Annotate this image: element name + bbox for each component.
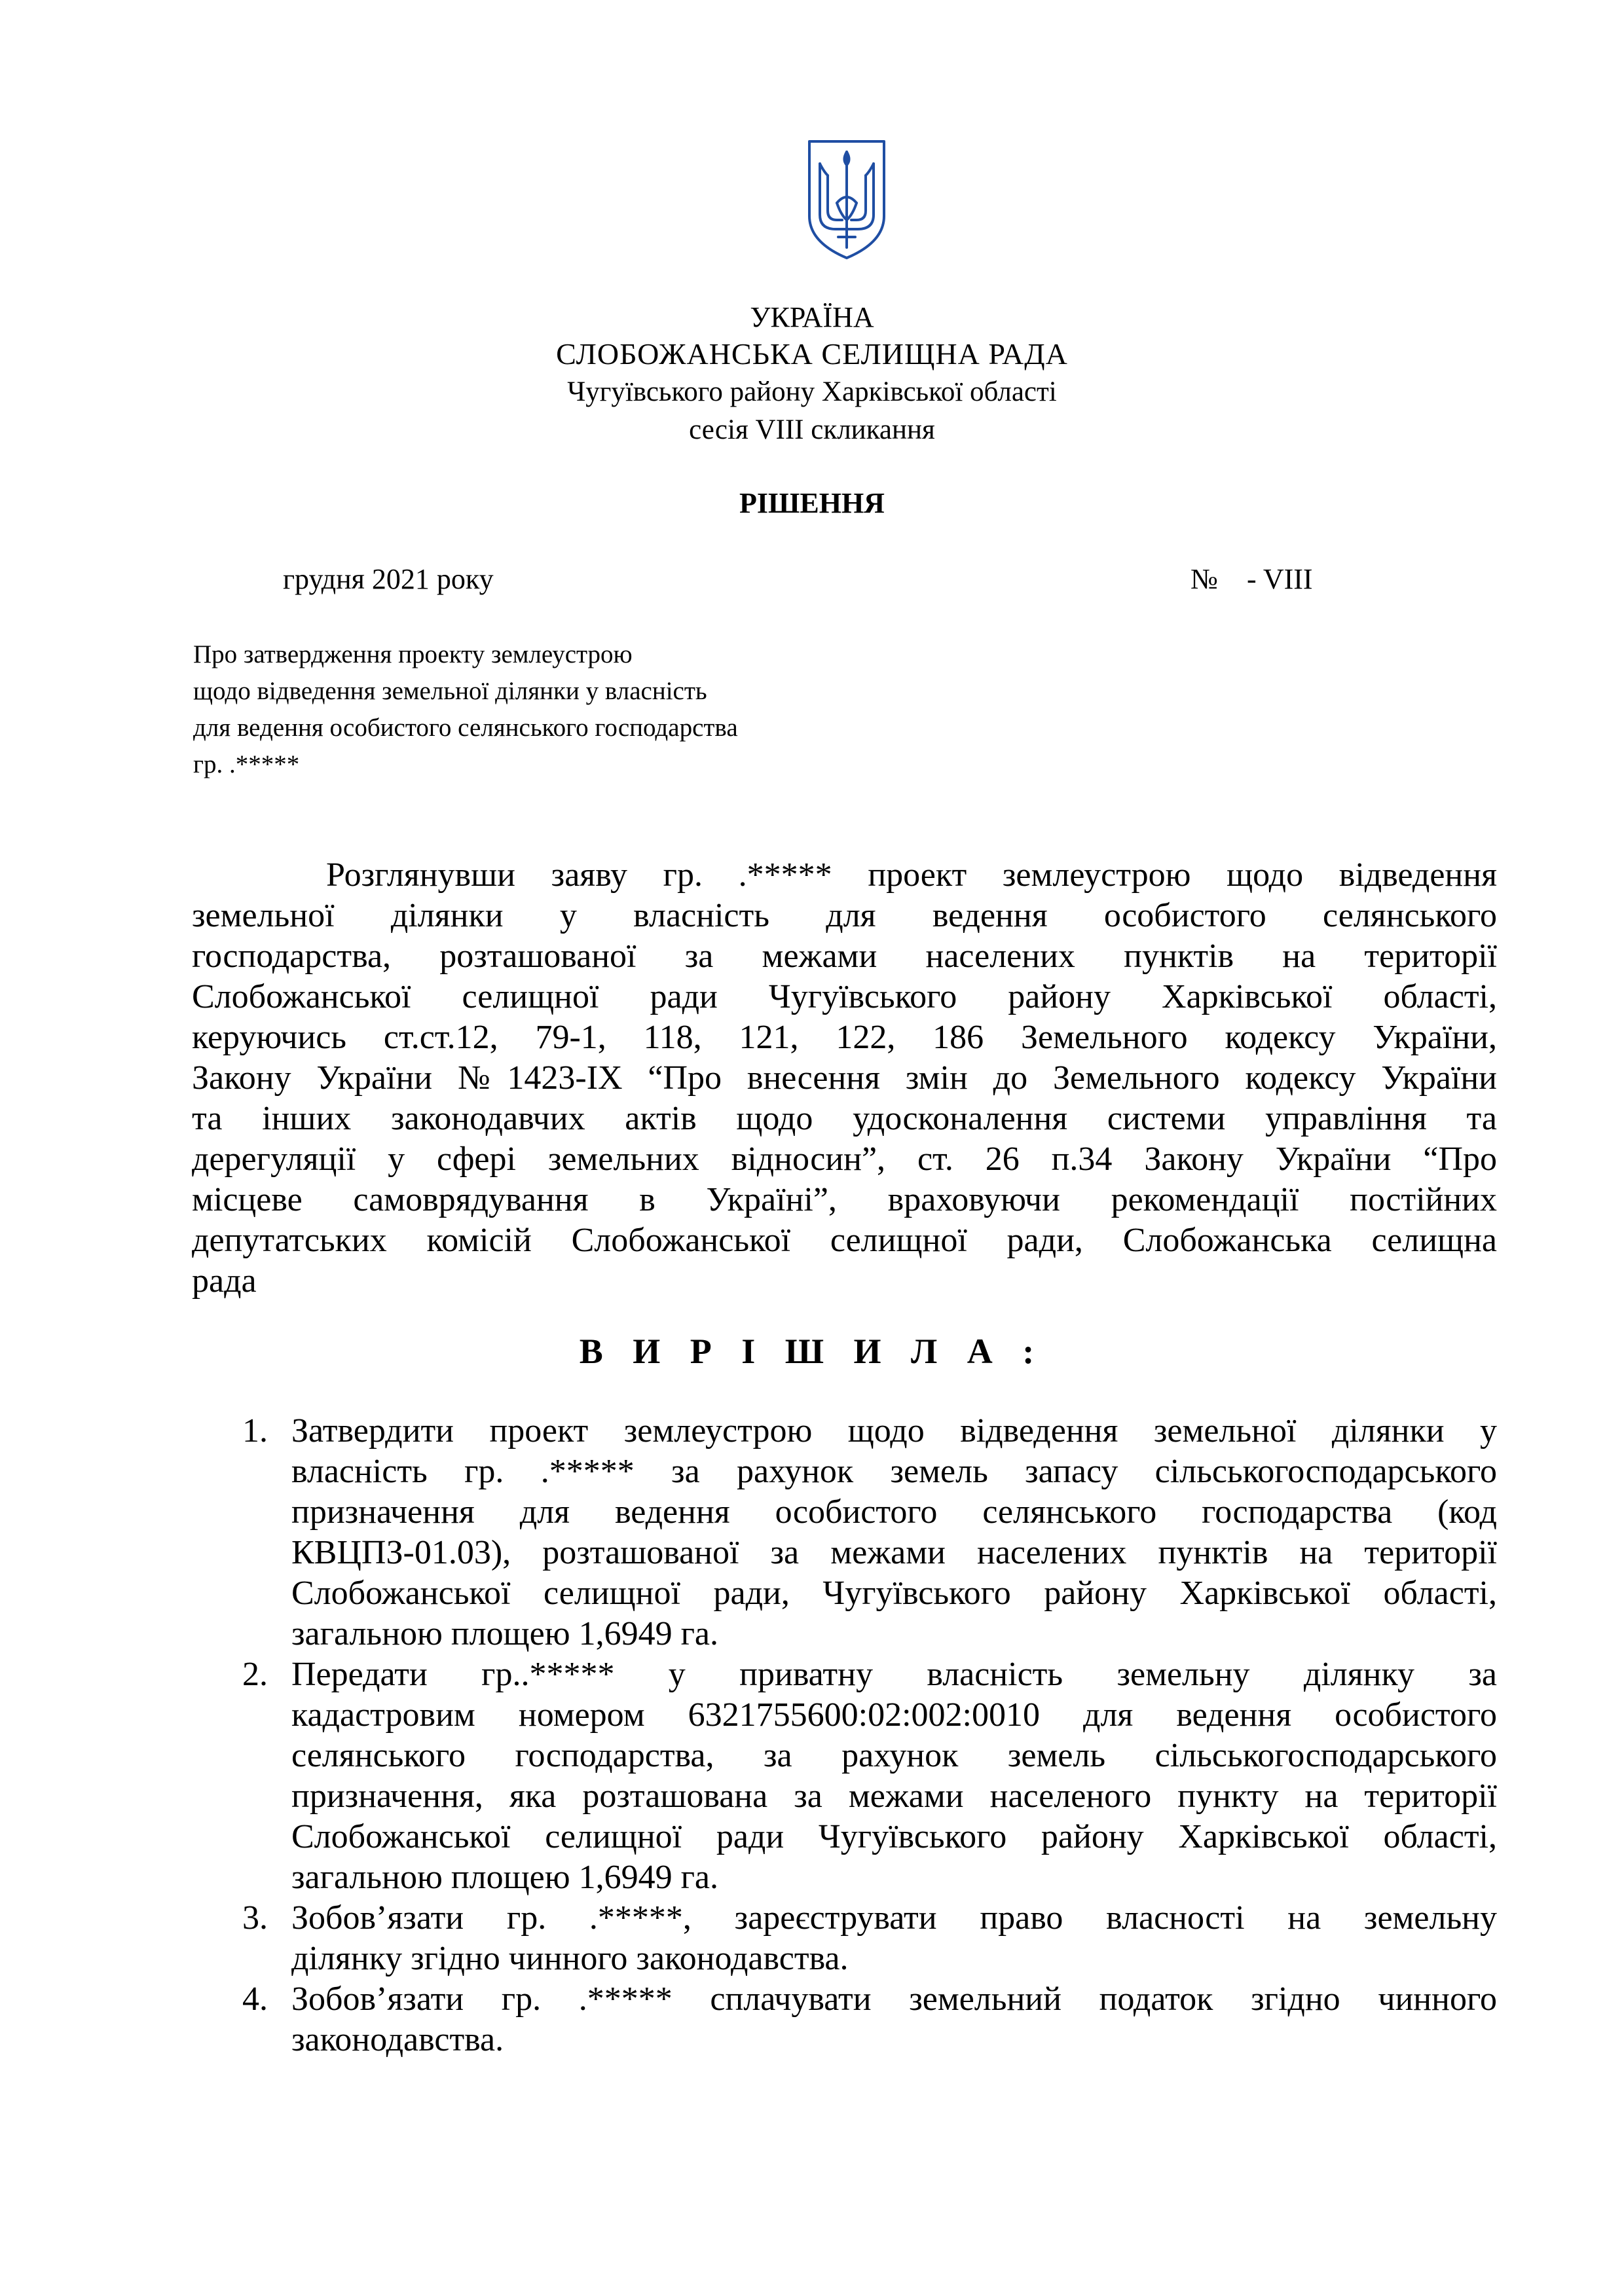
session-name [0, 412, 1624, 448]
decision-line: законодавства. [291, 2021, 504, 2058]
preamble-line: Слобожанської селищної ради Чугуївського району Харківської області, [192, 978, 1497, 1015]
decision-number: 4. [242, 1980, 268, 2018]
subject-line: Про затвердження проекту землеустрою [193, 640, 633, 668]
preamble-line: земельної ділянки у власність для ведення особистого селянського [192, 897, 1497, 934]
subject-block [193, 636, 738, 783]
decision-line: загальною площею 1,6949 га. [291, 1615, 718, 1652]
decision-line: кадастровим номером 6321755600:02:002:0010 для ведення особистого [291, 1696, 1497, 1734]
decision-line: Зобов’язати гр. .*****, зареєструвати право власності на земельну [291, 1899, 1497, 1937]
preamble-line: керуючись ст.ст.12, 79-1, 118, 121, 122, 186 Земельного кодексу України, [192, 1019, 1497, 1056]
decision-item [223, 1898, 1497, 1979]
country-name [0, 300, 1624, 335]
preamble-line: дерегуляції у сфері земельних відносин”, ст. 26 п.34 Закону України “Про [192, 1140, 1497, 1178]
district-name [0, 374, 1624, 410]
session-label: сесія VIII скликання [689, 414, 935, 445]
decided-heading: В И Р І Ш И Л А : [579, 1332, 1045, 1371]
decision-line: Зобов’язати гр. .***** сплачувати земельний податок згідно чинного [291, 1980, 1497, 2018]
decision-number: 3. [242, 1899, 268, 1937]
preamble-line: господарства, розташованої за межами населених пунктів на території [192, 938, 1497, 975]
document-number: № - VIII [1190, 563, 1313, 595]
council-label: СЛОБОЖАНСЬКА СЕЛИЩНА РАДА [556, 337, 1068, 371]
subject-line: гр. .***** [193, 750, 300, 778]
preamble-line: Розглянувши заяву гр. .***** проект землеустрою щодо відведення [326, 856, 1497, 894]
decision-number: 1. [242, 1412, 268, 1449]
subject-line: щодо відведення земельної ділянки у власність [193, 677, 707, 705]
decision-line: загальною площею 1,6949 га. [291, 1859, 718, 1896]
document-date: грудня 2021 року [283, 563, 494, 595]
preamble-paragraph [192, 855, 1497, 1302]
coat-of-arms-icon [804, 137, 889, 262]
decision-line: власність гр. .***** за рахунок земель запасу сільськогосподарського [291, 1453, 1497, 1490]
document-title: РІШЕННЯ [739, 487, 885, 519]
decision-line: КВЦПЗ-01.03), розташованої за межами населених пунктів на території [291, 1534, 1497, 1571]
decision-line: ділянку згідно чинного законодавства. [291, 1940, 849, 1977]
decision-number: 2. [242, 1656, 268, 1693]
decision-line: Слобожанської селищної ради, Чугуївського району Харківської області, [291, 1575, 1497, 1612]
preamble-line: депутатських комісій Слобожанської селищної ради, Слобожанська селищна [192, 1222, 1497, 1259]
decisions-list [223, 1411, 1497, 2060]
preamble-line: рада [192, 1262, 257, 1300]
decision-item [223, 1654, 1497, 1898]
country-label: УКРАЇНА [750, 301, 874, 333]
preamble-line: та інших законодавчих актів щодо удосконалення системи управління та [192, 1100, 1497, 1137]
preamble-line: Закону України №1423-IX “Про внесення змін до Земельного кодексу України [192, 1059, 1497, 1097]
subject-line: для ведення особистого селянського господарства [193, 714, 738, 742]
decision-line: Передати гр..***** у приватну власність земельну ділянку за [291, 1656, 1497, 1693]
decision-line: Затвердити проект землеустрою щодо відведення земельної ділянки у [291, 1412, 1497, 1449]
decision-line: селянського господарства, за рахунок земель сільськогосподарського [291, 1737, 1497, 1774]
decision-item [223, 1411, 1497, 1654]
decision-line: призначення для ведення особистого селянського господарства (код [291, 1493, 1497, 1531]
preamble-line: місцеве самоврядування в Україні”, враховуючи рекомендації постійних [192, 1181, 1497, 1218]
district-label: Чугуївського району Харківської області [567, 376, 1057, 407]
decision-line: призначення, яка розташована за межами населеного пункту на території [291, 1777, 1497, 1815]
council-name [0, 337, 1624, 372]
decision-line: Слобожанської селищної ради Чугуївського району Харківської області, [291, 1818, 1497, 1855]
decision-item [223, 1979, 1497, 2060]
